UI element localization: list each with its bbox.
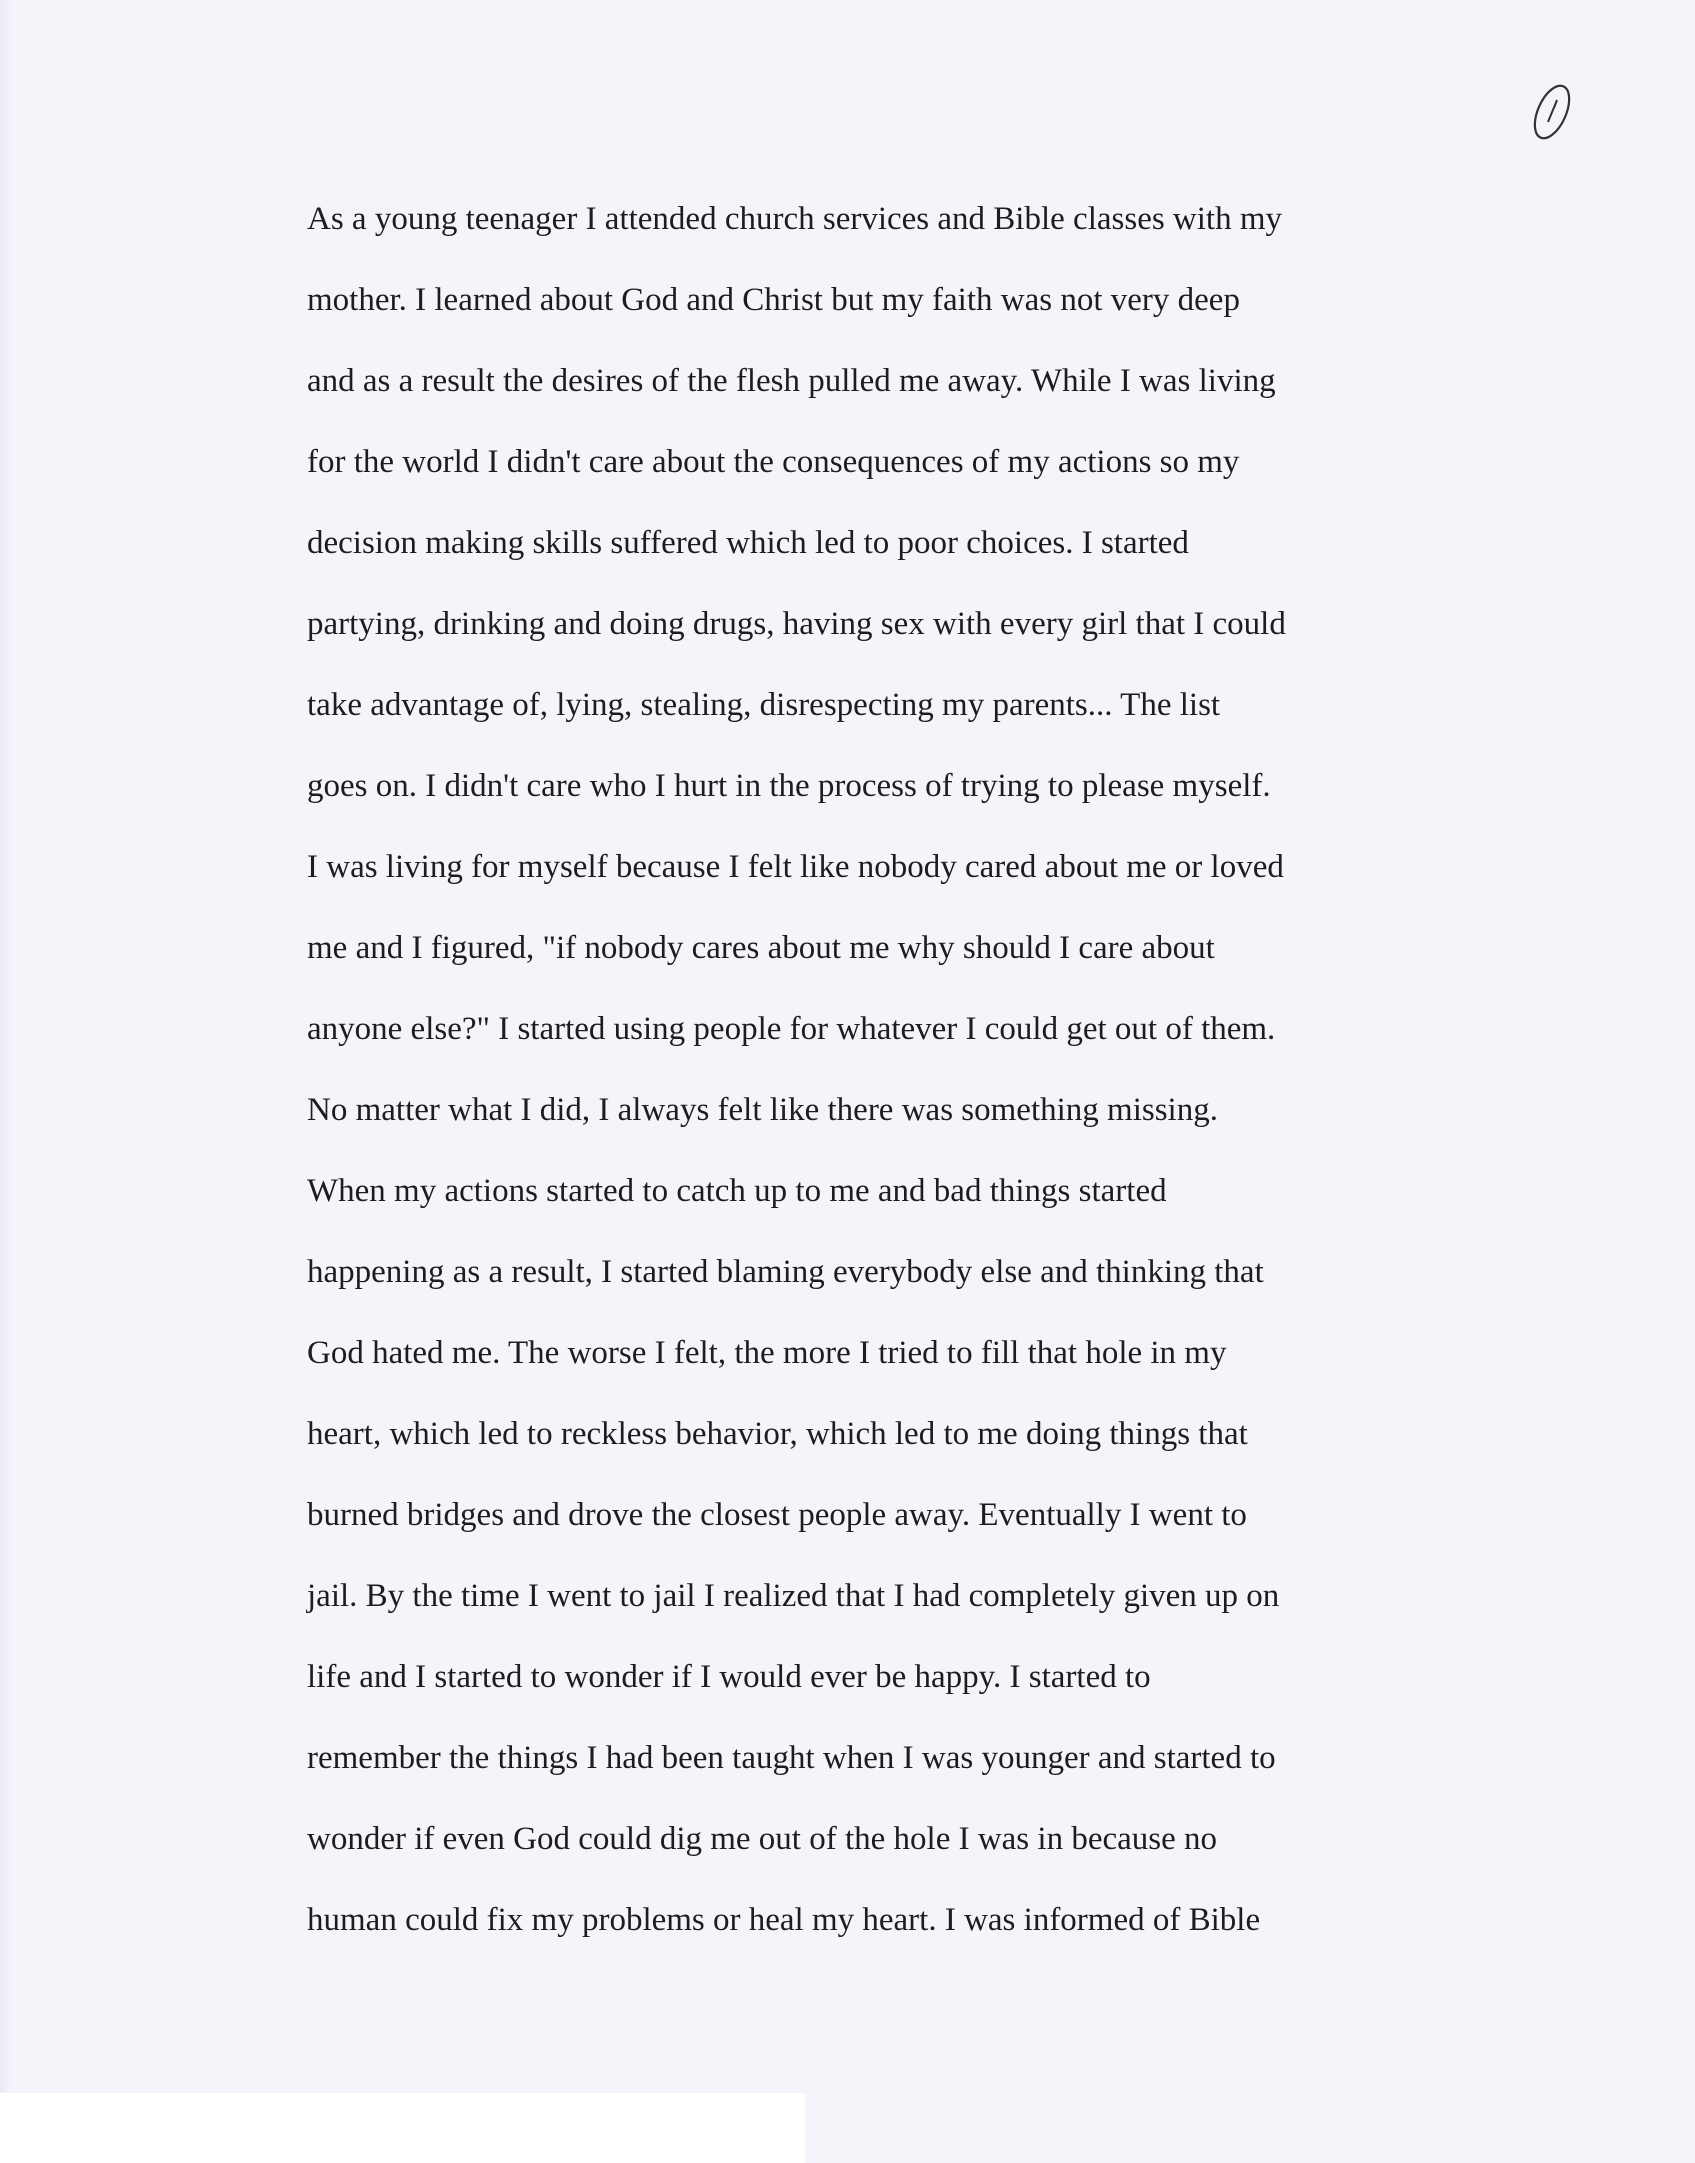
text-line: for the world I didn't care about the consequences of my actions so my <box>307 444 1240 480</box>
text-line: remember the things I had been taught when I was younger and started to <box>307 1740 1276 1776</box>
text-line: human could fix my problems or heal my heart. I was informed of Bible <box>307 1902 1261 1938</box>
text-line: take advantage of, lying, stealing, disrespecting my parents... The list <box>307 687 1221 723</box>
text-line: goes on. I didn't care who I hurt in the process of trying to please myself. <box>307 768 1271 804</box>
text-line: I was living for myself because I felt like nobody cared about me or loved <box>307 849 1284 885</box>
text-line: life and I started to wonder if I would ever be happy. I started to <box>307 1659 1151 1695</box>
page-edge-shadow <box>0 0 12 2163</box>
text-line: burned bridges and drove the closest people away. Eventually I went to <box>307 1497 1247 1533</box>
text-line: wonder if even God could dig me out of the hole I was in because no <box>307 1821 1217 1857</box>
text-line: happening as a result, I started blaming everybody else and thinking that <box>307 1254 1264 1290</box>
text-line: decision making skills suffered which led to poor choices. I started <box>307 525 1189 561</box>
text-line: me and I figured, "if nobody cares about me why should I care about <box>307 930 1215 966</box>
text-line: When my actions started to catch up to me and bad things started <box>307 1173 1167 1209</box>
handwritten-page-number <box>1524 78 1580 146</box>
text-line: partying, drinking and doing drugs, having sex with every girl that I could <box>307 606 1286 642</box>
text-line: mother. I learned about God and Christ but my faith was not very deep <box>307 282 1240 318</box>
text-line: No matter what I did, I always felt like there was something missing. <box>307 1092 1218 1128</box>
scan-blank-strip <box>0 2093 805 2163</box>
text-line: As a young teenager I attended church services and Bible classes with my <box>307 201 1283 237</box>
essay-body <box>307 188 1417 1970</box>
text-line: jail. By the time I went to jail I realized that I had completely given up on <box>307 1578 1280 1614</box>
text-line: God hated me. The worse I felt, the more I tried to fill that hole in my <box>307 1335 1227 1371</box>
text-line: anyone else?" I started using people for whatever I could get out of them. <box>307 1011 1276 1047</box>
text-line: heart, which led to reckless behavior, which led to me doing things that <box>307 1416 1248 1452</box>
text-line: and as a result the desires of the flesh pulled me away. While I was living <box>307 363 1276 399</box>
